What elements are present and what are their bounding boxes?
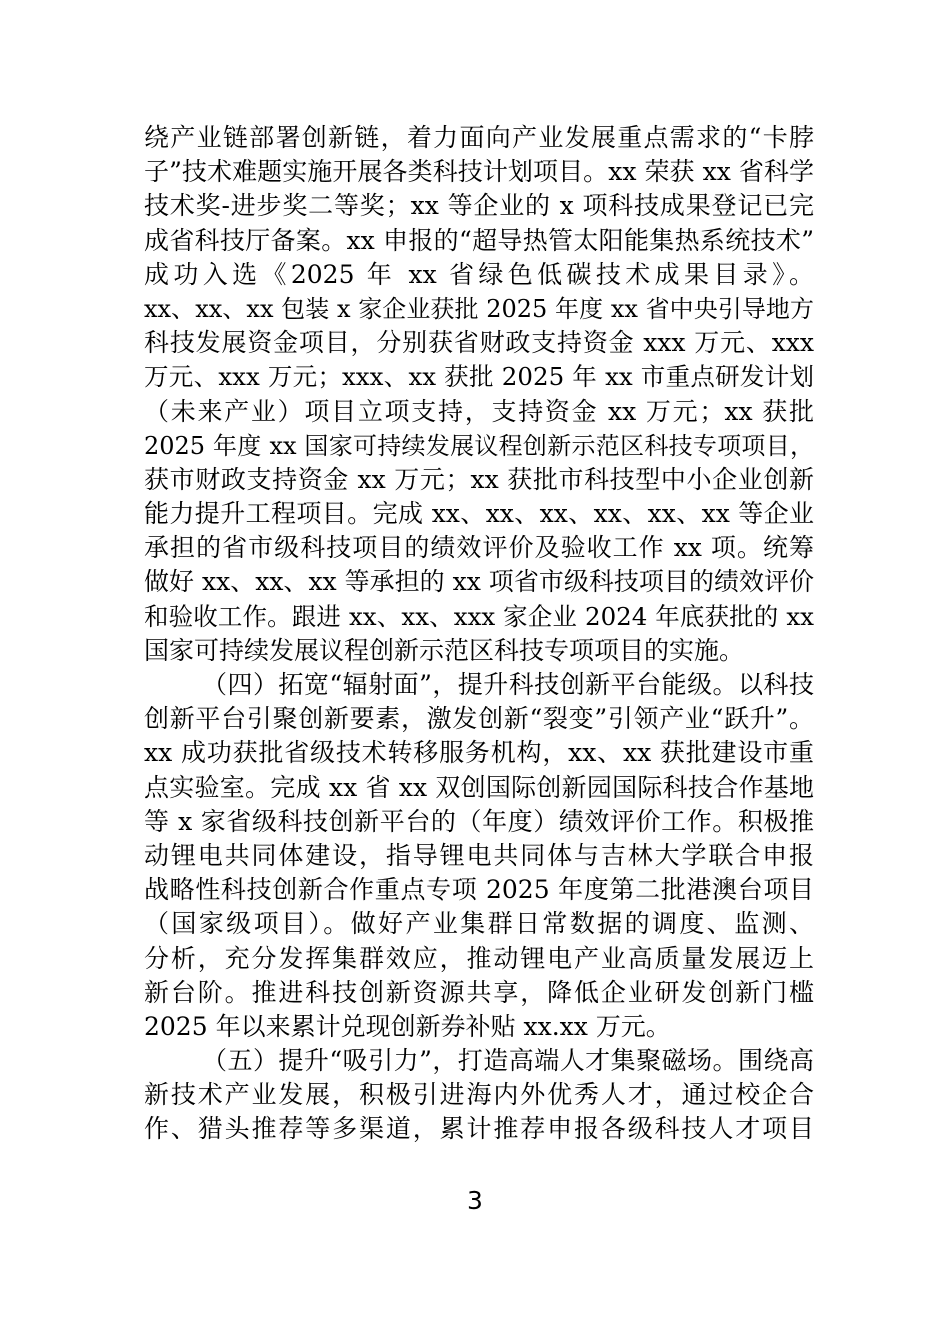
text-line: 创新平台引聚创新要素，激发创新“裂变”引领产业“跃升”。 xyxy=(144,704,814,734)
text-line: 万元、xxx 万元；xxx、xx 获批 2025 年 xx 市重点研发计划 xyxy=(144,362,814,392)
paragraph-2 xyxy=(144,668,814,1044)
text-line: 子”技术难题实施开展各类科技计划项目。xx 荣获 xx 省科学 xyxy=(144,157,814,187)
text-line: 新台阶。推进科技创新资源共享，降低企业研发创新门槛 xyxy=(144,977,814,1007)
text-line: 国家可持续发展议程创新示范区科技专项项目的实施。 xyxy=(144,635,745,665)
text-line: 获市财政支持资金 xx 万元；xx 获批市科技型中小企业创新 xyxy=(144,464,814,494)
text-line: 和验收工作。跟进 xx、xx、xxx 家企业 2024 年底获批的 xx xyxy=(144,601,814,631)
text-line: 技术奖-进步奖二等奖；xx 等企业的 x 项科技成果登记已完 xyxy=(144,191,814,221)
text-line: 做好 xx、xx、xx 等承担的 xx 项省市级科技项目的绩效评价 xyxy=(144,567,814,597)
text-line: （四）拓宽“辐射面”，提升科技创新平台能级。以科技 xyxy=(202,670,814,699)
text-line: 绕产业链部署创新链，着力面向产业发展重点需求的“卡脖 xyxy=(144,123,814,152)
text-line: 作、猎头推荐等多渠道，累计推荐申报各级科技人才项目 xyxy=(144,1114,814,1144)
text-line: 战略性科技创新合作重点专项 2025 年度第二批港澳台项目 xyxy=(144,875,814,905)
text-line: 成功入选《2025 年 xx 省绿色低碳技术成果目录》。 xyxy=(144,259,814,289)
paragraph-3 xyxy=(144,1044,814,1147)
text-line: （国家级项目）。做好产业集群日常数据的调度、监测、 xyxy=(144,909,814,939)
text-line: 新技术产业发展，积极引进海内外优秀人才，通过校企合 xyxy=(144,1080,814,1110)
text-line: 等 x 家省级科技创新平台的（年度）绩效评价工作。积极推 xyxy=(144,806,814,836)
text-line: 动锂电共同体建设，指导锂电共同体与吉林大学联合申报 xyxy=(144,840,814,870)
text-line: 2025 年度 xx 国家可持续发展议程创新示范区科技专项项目， xyxy=(144,431,814,460)
text-line: （五）提升“吸引力”，打造高端人才集聚磁场。围绕高 xyxy=(202,1046,814,1076)
text-line: 点实验室。完成 xx 省 xx 双创国际创新园国际科技合作基地 xyxy=(144,772,814,802)
text-line: 承担的省市级科技项目的绩效评价及验收工作 xx 项。统筹 xyxy=(144,533,814,563)
text-line: 分析，充分发挥集群效应，推动锂电产业高质量发展迈上 xyxy=(144,943,814,973)
text-line: 科技发展资金项目，分别获省财政支持资金 xxx 万元、xxx xyxy=(144,328,814,358)
text-line: xx、xx、xx 包装 x 家企业获批 2025 年度 xx 省中央引导地方 xyxy=(144,294,814,323)
text-line: 能力提升工程项目。完成 xx、xx、xx、xx、xx、xx 等企业 xyxy=(144,499,814,529)
text-line: 2025 年以来累计兑现创新券补贴 xx.xx 万元。 xyxy=(144,1011,671,1041)
text-line: （未来产业）项目立项支持，支持资金 xx 万元；xx 获批 xyxy=(144,396,814,426)
text-line: 成省科技厅备案。xx 申报的“超导热管太阳能集热系统技术” xyxy=(144,225,814,255)
page-number: 3 xyxy=(467,1186,483,1215)
paragraph-1 xyxy=(144,121,814,668)
text-line: xx 成功获批省级技术转移服务机构，xx、xx 获批建设市重 xyxy=(144,738,814,768)
body-text xyxy=(144,121,814,1147)
